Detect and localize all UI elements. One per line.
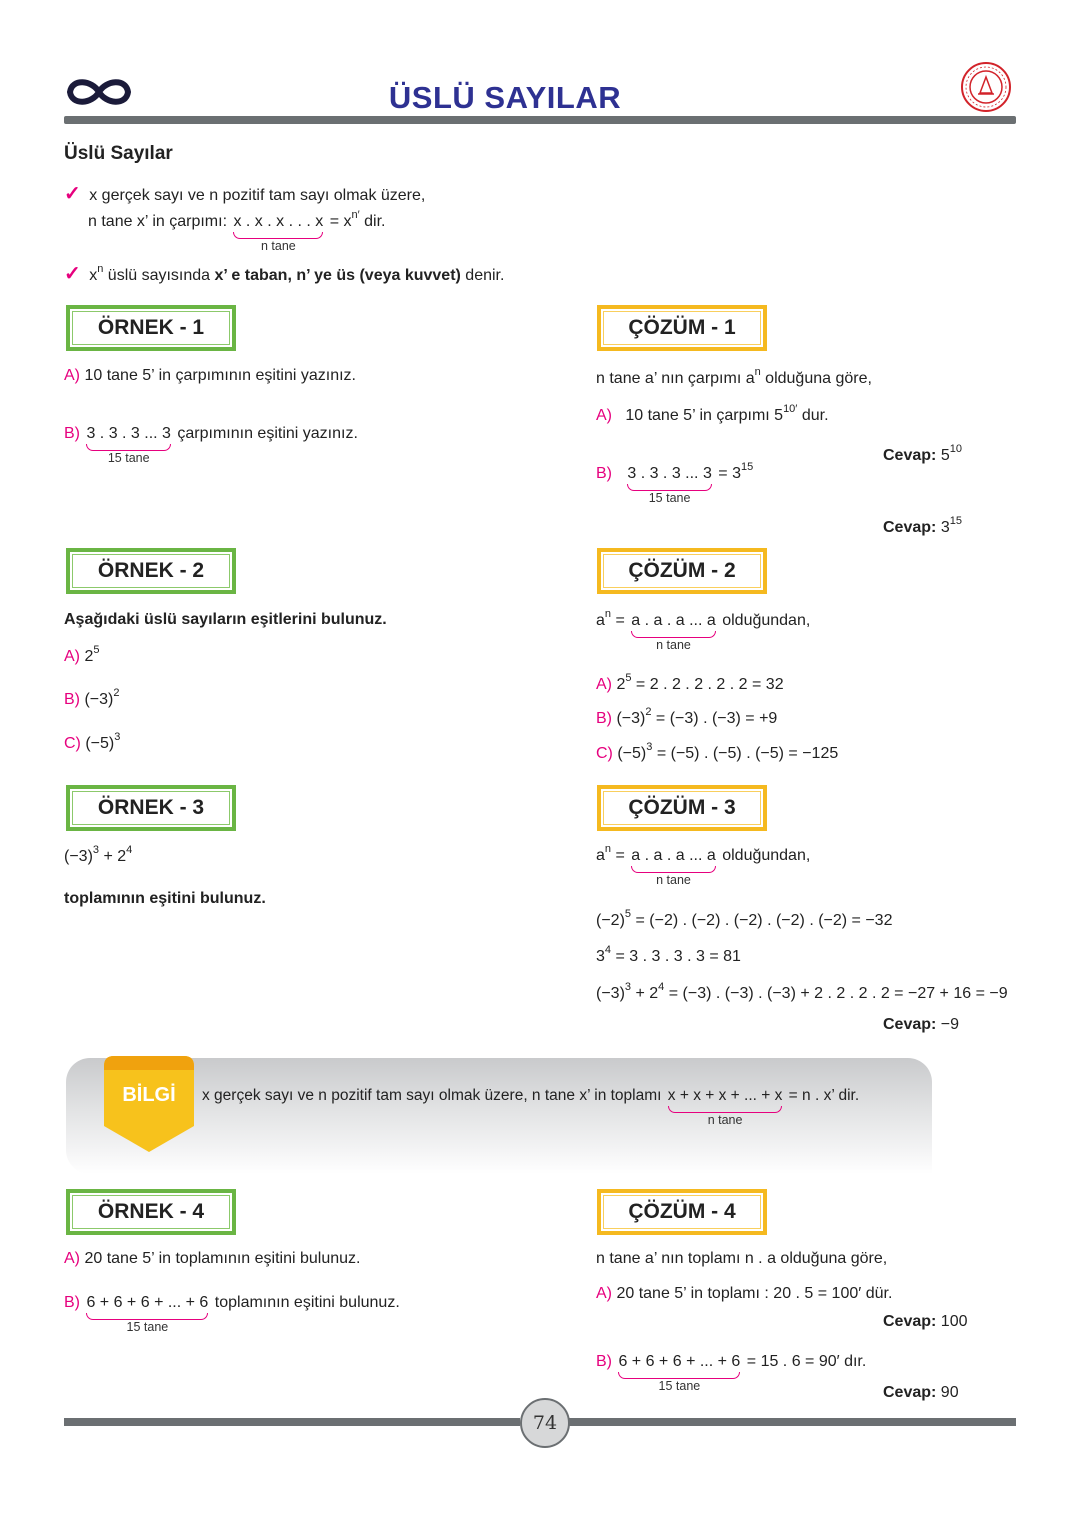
header-divider xyxy=(64,116,1016,124)
ornek-2-c: C) $(-5)^3$ xyxy=(64,731,121,752)
cozum-4-cevap-1: Cevap: 100 xyxy=(883,1313,968,1330)
cozum-3-cevap: Cevap: −9 xyxy=(883,1016,960,1033)
underbrace: x . x . x . . . x n tane xyxy=(233,213,324,253)
cozum-1-b: B) 3 . 3 . 3 ... 3 15 tane = $3^{15}$ xyxy=(596,461,754,505)
cozum-3-label: ÇÖZÜM - 3 xyxy=(597,785,767,831)
underbrace: a . a . a ... a n tane xyxy=(631,612,716,652)
ornek-3-label: ÖRNEK - 3 xyxy=(66,785,236,831)
cozum-2-label: ÇÖZÜM - 2 xyxy=(597,548,767,594)
cozum-1-cevap-2: Cevap: $3^{15}$ xyxy=(883,515,962,536)
underbrace: a . a . a ... a n tane xyxy=(631,847,716,887)
check-item-1-line2: n tane x’ in çarpımı: x . x . x . . . x n tane = $x^{n'}$ dir. xyxy=(88,209,386,253)
cozum-1-a: A) 10 tane 5’ in çarpımı $5^{10'}$ dur. xyxy=(596,403,829,424)
page-title: ÜSLÜ SAYILAR xyxy=(388,80,622,115)
bilgi-tag: BİLGİ xyxy=(122,1084,176,1106)
ornek-1-a: A) 10 tane 5’ in çarpımının eşitini yazınız. xyxy=(64,367,356,384)
meb-seal-logo xyxy=(960,61,1012,113)
ornek-2-b: B) $(-3)^2$ xyxy=(64,687,120,708)
check-icon: ✓ xyxy=(64,263,81,285)
cozum-4-label: ÇÖZÜM - 4 xyxy=(597,1189,767,1235)
bilgi-panel xyxy=(66,1058,932,1174)
ornek-2-question: Aşağıdaki üslü sayıların eşitlerini bulunuz. xyxy=(64,611,387,628)
bilgi-text: x gerçek sayı ve n pozitif tam sayı olmak üzere, n tane x’ in toplamı x + x + x + ... + x n tane = n . x’ dir. xyxy=(202,1087,860,1127)
cozum-2-intro: $a^n = a$ . a . a ... a n tane olduğundan, xyxy=(596,608,811,652)
section-title: Üslü Sayılar xyxy=(64,143,173,164)
ornek-2-a: A) $2^5$ xyxy=(64,644,100,665)
ornek-1-label: ÖRNEK - 1 xyxy=(66,305,236,351)
check-item-1: ✓ x gerçek sayı ve n pozitif tam sayı olmak üzere, xyxy=(64,183,426,205)
check-icon: ✓ xyxy=(64,183,81,205)
ornek-2-label: ÖRNEK - 2 xyxy=(66,548,236,594)
ornek-4-label: ÖRNEK - 4 xyxy=(66,1189,236,1235)
check-item-2: ✓ $x^n$ üslü sayısında x’ e taban, n’ ye üs (veya kuvvet) denir. xyxy=(64,263,505,285)
cozum-1-label: ÇÖZÜM - 1 xyxy=(597,305,767,351)
ornek-4-a: A) 20 tane 5’ in toplamının eşitini bulunuz. xyxy=(64,1250,361,1267)
cozum-3-line-2: $3^4 = 3$ . 3 . 3 . 3 = 81 xyxy=(596,944,741,965)
cozum-3-line-3: $(-3)^3 + 2^4 = (-3)$ . (−3) . (−3) + 2 . 2 . 2 . 2 = −27 + 16 = −9 xyxy=(596,981,1008,1002)
cozum-4-a: A) 20 tane 5’ in toplamı : 20 . 5 = 100′ dür. xyxy=(596,1285,893,1302)
cozum-2-c: C) $(-5)^3 = (-5)$ . (−5) . (−5) = −125 xyxy=(596,741,839,762)
underbrace: x + x + x + ... + x n tane xyxy=(667,1087,783,1127)
footer-divider-left xyxy=(64,1418,520,1426)
underbrace: 3 . 3 . 3 ... 3 15 tane xyxy=(627,465,712,505)
cozum-2-b: B) $(-3)^2 = (-3)$ . (−3) = +9 xyxy=(596,706,778,727)
cozum-3-line-1: $(-2)^5 = (-2)$ . (−2) . (−2) . (−2) . (−2) = −32 xyxy=(596,908,893,929)
underbrace: 6 + 6 + 6 + ... + 6 15 tane xyxy=(86,1294,209,1334)
ornek-3-expr: $(-3)^3 + 2^4$ xyxy=(64,844,133,865)
cozum-4-intro: n tane a’ nın toplamı n . a olduğuna göre, xyxy=(596,1250,888,1267)
underbrace: 6 + 6 + 6 + ... + 6 15 tane xyxy=(618,1353,741,1393)
footer-divider-right xyxy=(568,1418,1016,1426)
cozum-1-cevap-1: Cevap: $5^{10}$ xyxy=(883,443,962,464)
ornek-3-question: toplamının eşitini bulunuz. xyxy=(64,890,266,907)
cozum-3-intro: $a^n = a$ . a . a ... a n tane olduğundan, xyxy=(596,843,811,887)
cozum-4-b: B) 6 + 6 + 6 + ... + 6 15 tane = 15 . 6 = 90′ dır. xyxy=(596,1353,867,1393)
ornek-4-b: B) 6 + 6 + 6 + ... + 6 15 tane toplamının eşitini bulunuz. xyxy=(64,1294,400,1334)
cozum-2-a: A) $2^5 = 2$ . 2 . 2 . 2 . 2 = 32 xyxy=(596,672,784,693)
page-number: 74 xyxy=(520,1398,570,1448)
cozum-4-cevap-2: Cevap: 90 xyxy=(883,1384,959,1401)
cozum-1-intro: n tane a’ nın çarpımı $a^n$ olduğuna göre, xyxy=(596,366,872,387)
underbrace: 3 . 3 . 3 ... 3 15 tane xyxy=(86,425,171,465)
ornek-1-b: B) 3 . 3 . 3 ... 3 15 tane çarpımının eşitini yazınız. xyxy=(64,425,358,465)
